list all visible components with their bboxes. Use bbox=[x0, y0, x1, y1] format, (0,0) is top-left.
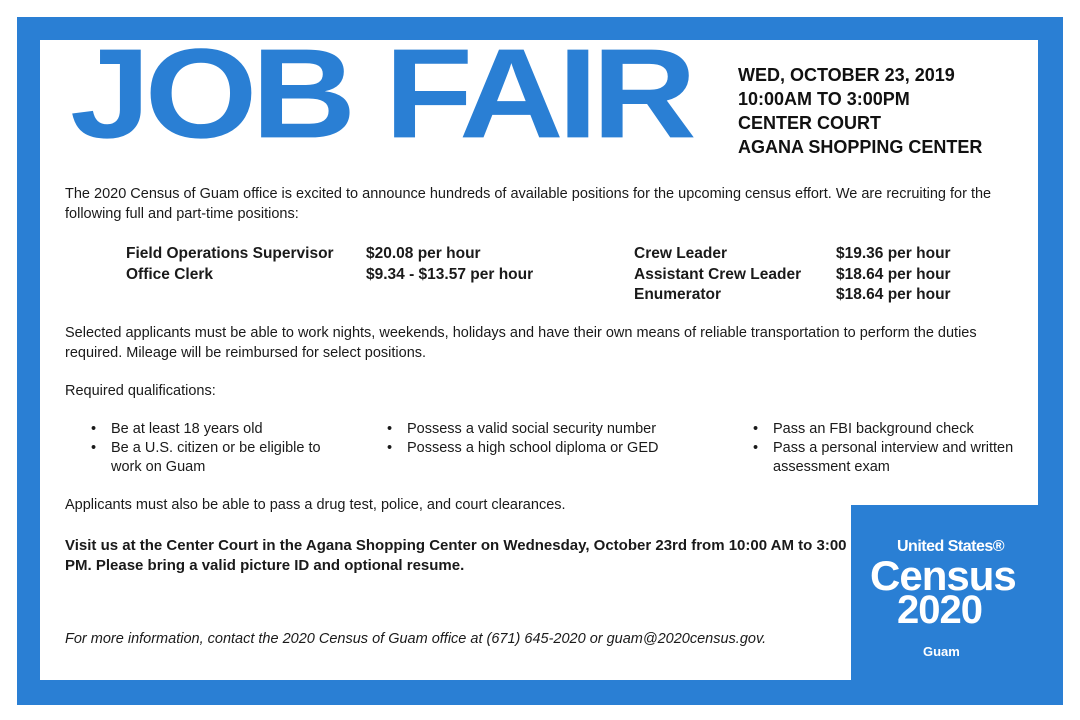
qualifications-heading: Required qualifications: bbox=[65, 383, 216, 399]
census-logo-place: Guam bbox=[923, 644, 960, 659]
requirements-paragraph: Selected applicants must be able to work nights, weekends, holidays and have their own means of reliable transportation to perform the duties required. Mileage will be reimbursed for select positions. bbox=[65, 325, 977, 361]
event-time: 10:00AM TO 3:00PM bbox=[738, 89, 910, 109]
page-title: JOB FAIR bbox=[70, 22, 691, 165]
positions-list-right bbox=[634, 244, 974, 306]
bullet-icon: • bbox=[753, 421, 759, 437]
qualifications-column-2 bbox=[387, 420, 717, 458]
visit-paragraph: Visit us at the Center Court in the Agana Shopping Center on Wednesday, October 23rd from 10:00 AM to 3:00 PM. Please bring a valid picture ID and optional resume. bbox=[65, 537, 847, 574]
intro-paragraph: The 2020 Census of Guam office is excited to announce hundreds of available positions for the upcoming census effort. We are recruiting for the following full and part-time positions: bbox=[65, 186, 992, 222]
event-date: WED, OCTOBER 23, 2019 bbox=[738, 65, 955, 85]
position-title: Field Operations Supervisor bbox=[126, 245, 334, 262]
list-item: • Pass an FBI background check bbox=[753, 421, 974, 437]
list-item: • Pass a personal interview and written assessment exam bbox=[753, 440, 1014, 475]
position-pay: $18.64 per hour bbox=[836, 265, 951, 283]
list-item: • Be at least 18 years old bbox=[91, 421, 263, 437]
positions-list-left bbox=[126, 244, 586, 285]
list-item: • Be a U.S. citizen or be eligible to work on Guam bbox=[91, 440, 321, 475]
event-details bbox=[738, 63, 982, 159]
list-item: • Possess a valid social security number bbox=[387, 421, 657, 437]
census-logo-year: 2020 bbox=[897, 588, 982, 632]
event-venue: CENTER COURT bbox=[738, 113, 881, 133]
qualifications-column-3 bbox=[753, 420, 1018, 477]
contact-info: For more information, contact the 2020 Census of Guam office at (671) 645-2020 or guam@2020census.gov. bbox=[65, 631, 767, 647]
bullet-icon: • bbox=[753, 440, 759, 456]
bullet-icon: • bbox=[387, 440, 393, 456]
position-title: Enumerator bbox=[634, 286, 721, 303]
position-row bbox=[126, 265, 586, 286]
position-pay: $9.34 - $13.57 per hour bbox=[366, 265, 534, 283]
qualifications-column-1 bbox=[91, 420, 341, 477]
clearances-paragraph: Applicants must also be able to pass a drug test, police, and court clearances. bbox=[65, 497, 566, 513]
position-row bbox=[634, 285, 974, 306]
bullet-icon: • bbox=[91, 440, 97, 456]
list-item: • Possess a high school diploma or GED bbox=[387, 440, 659, 456]
bullet-icon: • bbox=[91, 421, 97, 437]
position-pay: $18.64 per hour bbox=[836, 286, 951, 303]
position-title: Assistant Crew Leader bbox=[634, 265, 802, 283]
census-logo-word: Census bbox=[870, 552, 1016, 599]
position-title: Office Clerk bbox=[126, 265, 214, 283]
position-title: Crew Leader bbox=[634, 245, 728, 262]
position-row bbox=[126, 244, 586, 265]
census-logo-country: United States® bbox=[897, 538, 1005, 555]
position-row bbox=[634, 265, 974, 286]
position-pay: $19.36 per hour bbox=[836, 245, 951, 262]
position-row bbox=[634, 244, 974, 265]
position-pay: $20.08 per hour bbox=[366, 245, 481, 262]
event-location: AGANA SHOPPING CENTER bbox=[738, 137, 983, 157]
bullet-icon: • bbox=[387, 421, 393, 437]
